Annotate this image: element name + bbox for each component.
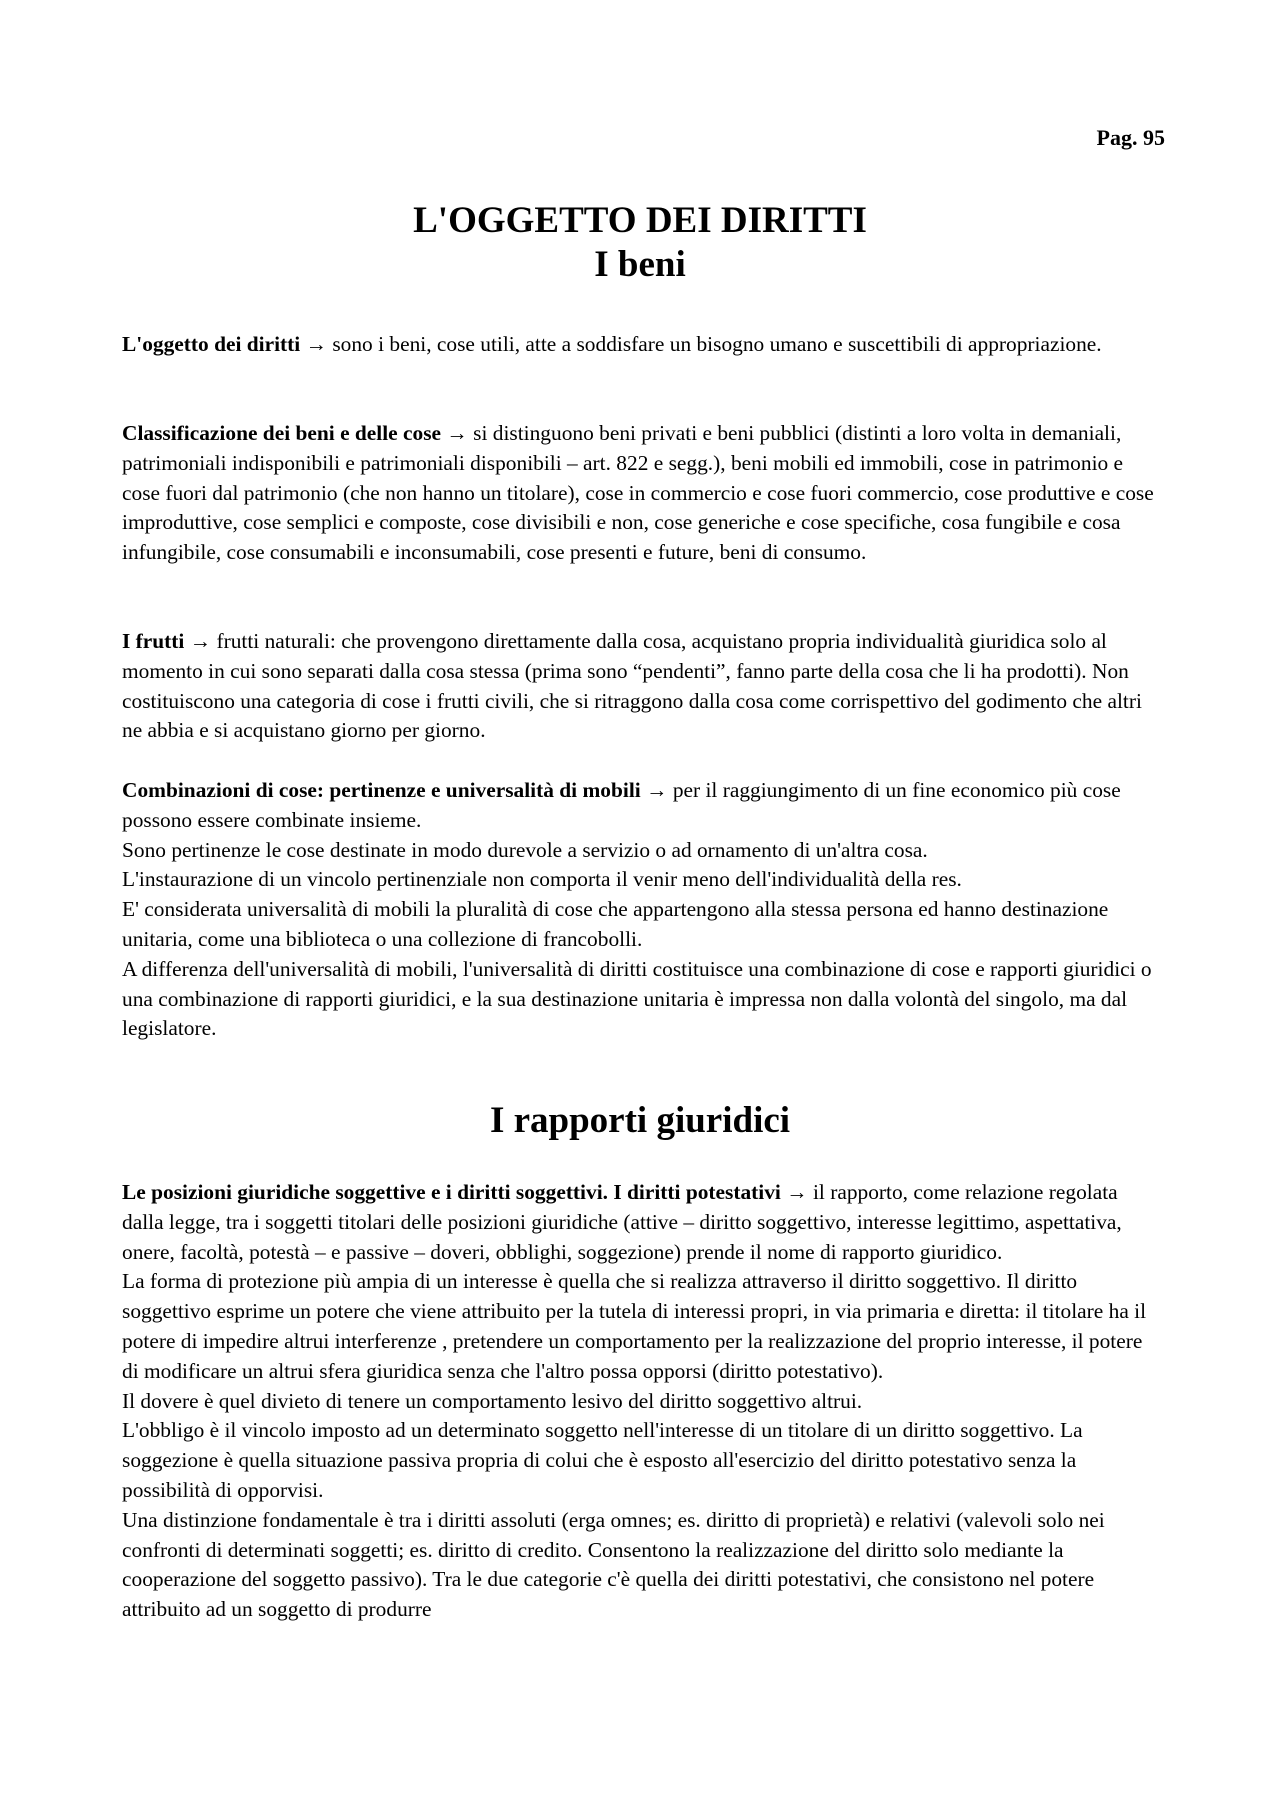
paragraph-line: L'instaurazione di un vincolo pertinenziale non comporta il venir meno dell'individualità della res.: [122, 867, 962, 892]
paragraph-line: La forma di protezione più ampia di un interesse è quella che si realizza attraverso il diritto soggettivo. Il diritto soggettivo esprime un potere che viene attribuito per la tutela di interessi propri, in via primaria e diretta: il titolare ha il potere di impedire altrui interferenze , pretendere un comportamento per la realizzazione del proprio interesse, il potere di modificare un altrui sfera giuridica senza che l'altro possa opporsi (diritto potestativo).: [122, 1269, 1147, 1383]
paragraph-classificazione: [122, 419, 1162, 568]
paragraph-line: Il dovere è quel divieto di tenere un comportamento lesivo del diritto soggettivo altrui.: [122, 1388, 863, 1413]
paragraph-oggetto: [122, 330, 1162, 360]
arrow-icon: →: [640, 778, 673, 802]
chapter-subtitle: I beni: [594, 244, 686, 285]
paragraph-line: E' considerata universalità di mobili la pluralità di cose che appartengono alla stessa persona ed hanno destinazione unitaria, come una biblioteca o una collezione di francobolli.: [122, 897, 1109, 951]
paragraph-text: sono i beni, cose utili, atte a soddisfare un bisogno umano e suscettibili di appropriazione.: [332, 332, 1102, 356]
paragraph-combinazioni: [122, 776, 1162, 1044]
paragraph-line: L'obbligo è il vincolo imposto ad un determinato soggetto nell'interesse di un titolare di un diritto soggettivo. La soggezione è quella situazione passiva propria di colui che è esposto all'esercizio del diritto potestativo senza la possibilità di opporvisi.: [122, 1418, 1083, 1502]
paragraph-line: Sono pertinenze le cose destinate in modo durevole a servizio o ad ornamento di un'altra cosa.: [122, 837, 928, 862]
page-number: Pag. 95: [1096, 125, 1165, 150]
paragraph-text: per il raggiungimento di un fine economico più cose possono essere combinate insieme.: [122, 778, 1121, 832]
paragraph-lead: Combinazioni di cose: pertinenze e universalità di mobili: [122, 778, 641, 802]
arrow-icon: →: [300, 332, 333, 356]
paragraph-lead: Le posizioni giuridiche soggettive e i diritti soggettivi. I diritti potestativi: [122, 1180, 781, 1204]
paragraph-text: si distinguono beni privati e beni pubblici (distinti a loro volta in demaniali, patrimoniali indisponibili e patrimoniali disponibili – art. 822 e segg.), beni mobili ed immobili, cose in patrimonio e cose fuori dal patrimonio (che non hanno un titolare), cose in commercio e cose fuori commercio, cose produttive e cose improduttive, cose semplici e composte, cose divisibili e non, cose generiche e cose specifiche, cosa fungibile e cosa infungibile, cose consumabili e inconsumabili, cose presenti e future, beni di consumo.: [122, 421, 1154, 565]
chapter-title: L'OGGETTO DEI DIRITTI: [413, 200, 867, 241]
paragraph-line: A differenza dell'universalità di mobili, l'universalità di diritti costituisce una combinazione di cose e rapporti giuridici o una combinazione di rapporti giuridici, e la sua destinazione unitaria è impressa non dalla volontà del singolo, ma dal legislatore.: [122, 956, 1152, 1041]
arrow-icon: →: [780, 1180, 813, 1204]
section-title: I rapporti giuridici: [489, 1100, 791, 1141]
paragraph-text: frutti naturali: che provengono direttamente dalla cosa, acquistano propria individualità giuridica solo al momento in cui sono separati dalla cosa stessa (prima sono “pendenti”, fanno parte della cosa che li ha prodotti). Non costituiscono una categoria di cose i frutti civili, che si ritraggono dalla cosa come corrispettivo del godimento che altri ne abbia e si acquistano giorno per giorno.: [122, 629, 1142, 743]
paragraph-posizioni: [122, 1178, 1162, 1625]
paragraph-frutti: [122, 627, 1162, 746]
arrow-icon: →: [184, 629, 217, 653]
paragraph-line: Una distinzione fondamentale è tra i diritti assoluti (erga omnes; es. diritto di proprietà) e relativi (valevoli solo nei confronti di determinati soggetti; es. diritto di credito. Consentono la realizzazione del diritto solo mediante la cooperazione del soggetto passivo). Tra le due categorie c'è quella dei diritti potestativi, che consistono nel potere attribuito ad un soggetto di produrre: [122, 1507, 1105, 1622]
paragraph-lead: Classificazione dei beni e delle cose: [122, 421, 442, 445]
paragraph-text: il rapporto, come relazione regolata dalla legge, tra i soggetti titolari delle posizioni giuridiche (attive – diritto soggettivo, interesse legittimo, aspettativa, onere, facoltà, potestà – e passive – doveri, obblighi, soggezione) prende il nome di rapporto giuridico.: [122, 1180, 1122, 1264]
arrow-icon: →: [441, 421, 474, 445]
paragraph-lead: L'oggetto dei diritti: [122, 332, 301, 356]
paragraph-lead: I frutti: [122, 629, 185, 653]
